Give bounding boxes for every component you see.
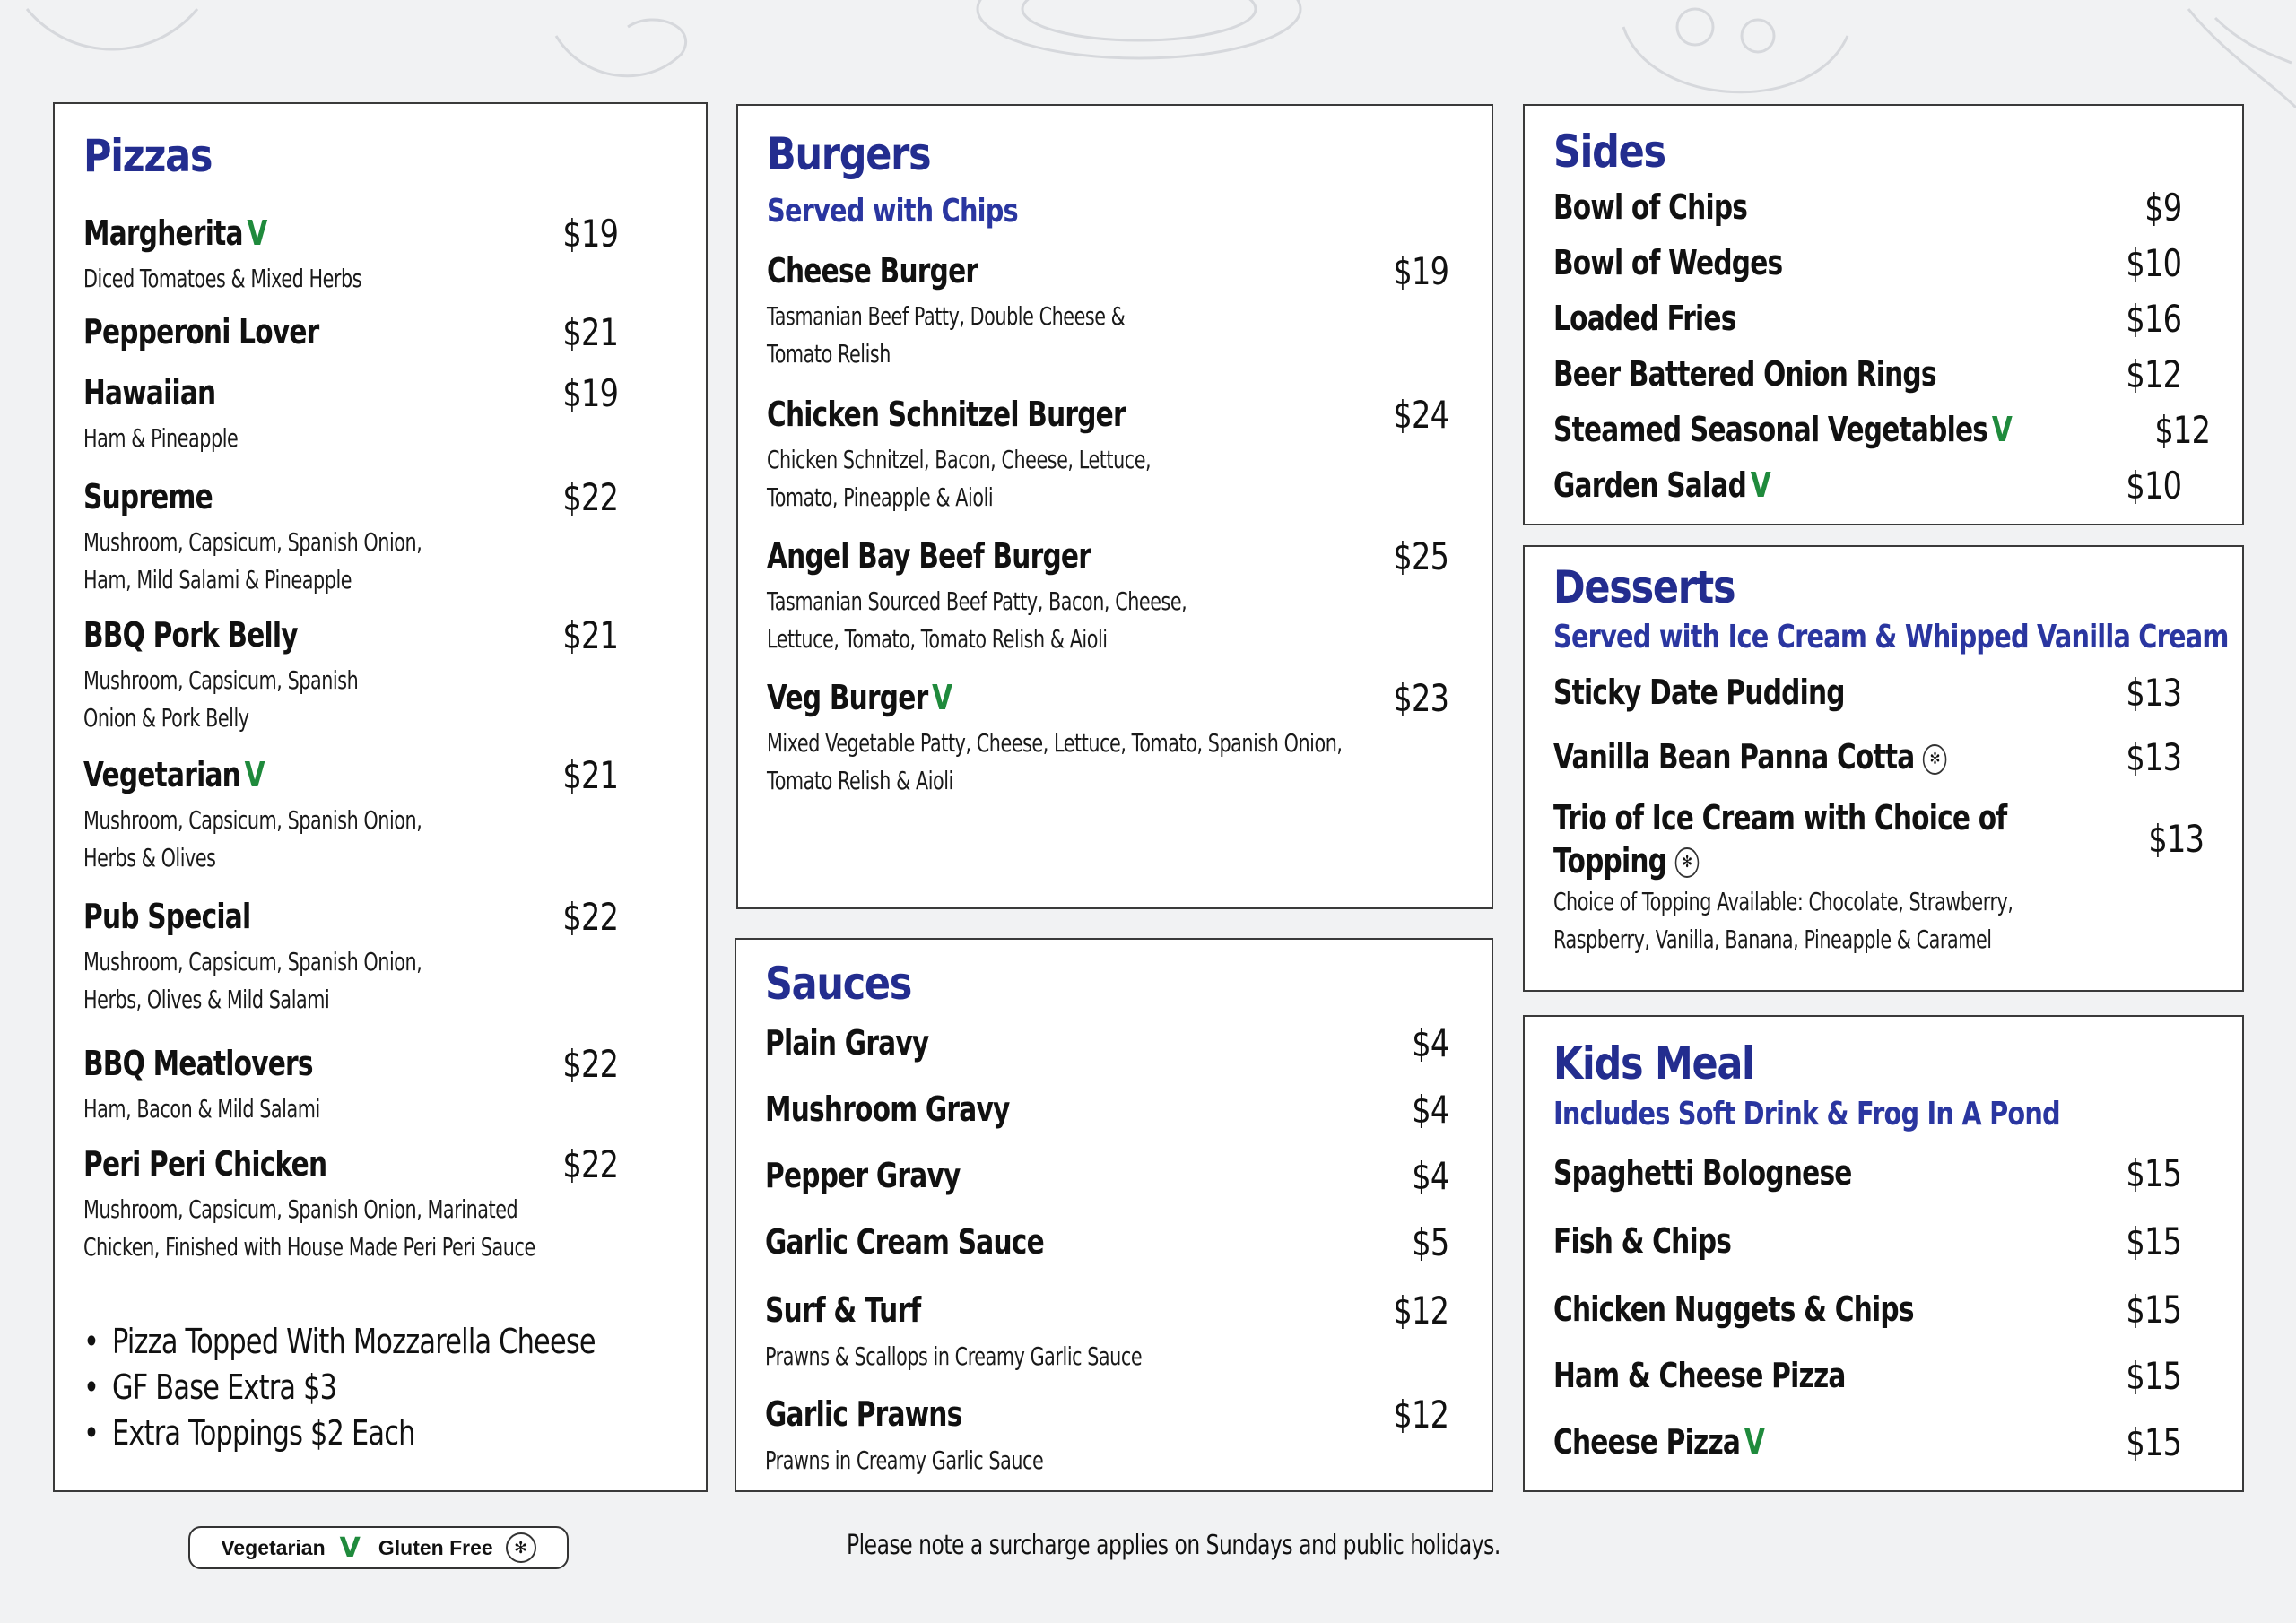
kids-meal-panel [1523,1015,2244,1492]
menu-item-name [767,678,952,717]
leaf-v-icon: V [1991,410,2013,449]
menu-item-row [1553,1144,2213,1202]
desserts-heading: Desserts [1553,561,1735,613]
desserts-subtitle: Served with Ice Cream & Whipped Vanilla Cream [1553,619,2229,655]
kids-menu-item [1553,1212,2213,1270]
menu-item-row [83,748,677,802]
menu-item-name-text: Surf & Turf [765,1290,921,1330]
menu-item-description: Onion & Pork Belly [83,703,249,733]
menu-item-name-text: Margherita [83,213,243,253]
menu-item-name [1553,410,2012,449]
menu-item-row [765,1081,1463,1137]
menu-item-row [1553,346,2213,402]
leaf-v-icon: V [932,678,952,717]
menu-item-name-text: Garden Salad [1553,465,1747,505]
menu-item-row [83,305,677,359]
menu-item-name [1553,354,1936,394]
kids-meal-subtitle: Includes Soft Drink & Frog In A Pond [1553,1096,2060,1133]
burgers-heading: Burgers [767,128,931,180]
pizzas-menu-item [83,366,677,457]
menu-item-name [1553,796,2007,882]
menu-item-name [765,1023,928,1063]
desserts-menu-item [1553,728,2213,785]
burgers-list [767,244,1463,800]
sides-list [1553,179,2213,513]
wheat-crossed-icon: ✻ [506,1532,536,1563]
sauces-menu-item [765,1015,1463,1071]
menu-item-price: $4 [1411,1020,1448,1065]
sides-menu-item [1553,402,2213,457]
menu-item-name-text: Ham & Cheese Pizza [1553,1356,1846,1395]
menu-item-name-text: Bowl of Chips [1553,187,1748,227]
sauces-panel [735,938,1493,1492]
menu-item-description: Ham & Pineapple [83,423,239,453]
kids-menu-item [1553,1413,2213,1471]
menu-item-description: Tomato Relish [767,339,891,369]
menu-item-price: $5 [1411,1219,1448,1264]
sides-menu-item [1553,291,2213,346]
menu-item-row [767,244,1463,298]
menu-item-row [1553,457,2213,513]
menu-item-description: Chicken, Finished with House Made Peri Peri Sauce [83,1232,535,1262]
menu-item-name [1553,1356,1846,1395]
menu-item-row [83,1137,677,1191]
menu-item-row [1553,664,2213,721]
menu-item-price: $15 [2126,1419,2181,1464]
burgers-panel [736,104,1493,909]
menu-item-description: Tasmanian Sourced Beef Patty, Bacon, Cheese, [767,586,1187,616]
menu-item-row [765,1148,1463,1203]
pizzas-menu-item [83,305,677,359]
menu-item-price: $24 [1393,392,1448,437]
menu-item-name-text: BBQ Meatlovers [83,1044,313,1083]
menu-item-name-text: Angel Bay Beef Burger [767,536,1091,576]
pizza-notes [83,1319,724,1456]
menu-item-name-text: Garlic Cream Sauce [765,1222,1044,1262]
pizza-note: • Pizza Topped With Mozzarella Cheese [83,1319,596,1365]
menu-item-price: $22 [562,1141,618,1186]
menu-item-name-text: Spaghetti Bolognese [1553,1153,1852,1193]
sauces-menu-item [765,1081,1463,1137]
menu-item-row [83,470,677,524]
menu-item-name [83,312,319,352]
pizzas-menu-item [83,1137,677,1266]
menu-item-description: Choice of Topping Available: Chocolate, Strawberry, [1553,887,2013,917]
burgers-menu-item [767,244,1463,373]
menu-item-description: Ham, Bacon & Mild Salami [83,1094,320,1124]
desserts-menu-item [1553,794,2213,959]
menu-item-price: $9 [2144,185,2181,230]
menu-item-price: $15 [2126,1287,2181,1332]
menu-item-row [765,1386,1463,1442]
menu-item-description: Ham, Mild Salami & Pineapple [83,565,352,595]
pizzas-menu-item [83,748,677,877]
menu-item-name [83,755,265,794]
menu-item-row [1553,728,2213,785]
menu-item-row [1553,1413,2213,1471]
menu-item-description: Tasmanian Beef Patty, Double Cheese & [767,301,1126,331]
leaf-v-icon: V [1750,465,1770,505]
leaf-v-icon: V [1744,1422,1764,1462]
dietary-legend [188,1526,569,1569]
menu-item-description: Mushroom, Capsicum, Spanish [83,665,359,695]
sides-menu-item [1553,346,2213,402]
menu-item-name [1553,1422,1764,1462]
menu-item-price: $13 [2126,670,2181,715]
menu-item-row [1553,1347,2213,1404]
menu-item-name [83,1044,313,1083]
menu-item-description: Raspberry, Vanilla, Banana, Pineapple & Caramel [1553,924,1992,955]
menu-item-description: Diced Tomatoes & Mixed Herbs [83,264,362,293]
menu-item-price: $10 [2126,463,2181,508]
menu-item-price: $13 [2126,734,2181,779]
sauces-menu-item [765,1282,1463,1376]
leaf-v-icon: V [339,1532,361,1564]
pizzas-menu-item [83,1037,677,1128]
menu-item-name-text: Plain Gravy [765,1023,929,1063]
menu-item-name-text: Veg Burger [767,678,928,717]
menu-item-price: $4 [1411,1153,1448,1198]
menu-item-name [1553,243,1782,282]
menu-item-price: $10 [2126,240,2181,285]
menu-item-row [1553,1280,2213,1338]
menu-item-name [765,1394,961,1434]
menu-item-row [1553,179,2213,235]
menu-item-description: Mushroom, Capsicum, Spanish Onion, [83,947,422,976]
menu-item-description: Mushroom, Capsicum, Spanish Onion, [83,527,422,557]
menu-item-name [1553,1221,1731,1261]
pizzas-heading: Pizzas [83,130,213,182]
menu-item-row [1553,402,2213,457]
menu-item-name-text: Mushroom Gravy [765,1089,1010,1129]
menu-item-name-text: Garlic Prawns [765,1394,962,1434]
menu-item-price: $15 [2126,1353,2181,1398]
menu-item-row [1553,1212,2213,1270]
desserts-menu-item [1553,664,2213,721]
sauces-menu-item [765,1386,1463,1480]
menu-item-name-text: Beer Battered Onion Rings [1553,354,1936,394]
sauces-menu-item [765,1148,1463,1203]
menu-item-name [765,1290,920,1330]
leaf-v-icon: V [244,755,265,794]
menu-item-name-text: Vegetarian [83,755,241,794]
menu-item-price: $21 [562,752,618,797]
menu-item-price: $22 [562,474,618,519]
pizzas-menu-item [83,470,677,599]
menu-item-price: $12 [2126,352,2181,396]
menu-item-name [1553,1289,1914,1329]
pizzas-menu-item [83,608,677,737]
menu-item-name-text: Loaded Fries [1553,299,1736,338]
menu-item-name-text: Hawaiian [83,373,216,412]
menu-item-row [1553,794,2213,883]
menu-item-name [83,373,215,412]
menu-item-price: $12 [2154,407,2211,452]
menu-item-name [83,615,298,655]
menu-item-row [1553,291,2213,346]
menu-item-description: Lettuce, Tomato, Tomato Relish & Aioli [767,624,1108,654]
kids-menu-item [1553,1144,2213,1202]
menu-item-name-text: Steamed Seasonal Vegetables [1553,410,1988,449]
menu-item-name [765,1222,1044,1262]
menu-item-row [767,529,1463,583]
desserts-panel [1523,545,2244,992]
menu-item-row [765,1015,1463,1071]
kids-menu-item [1553,1347,2213,1404]
menu-item-row [767,387,1463,441]
pizzas-panel [53,102,708,1492]
menu-item-name [83,897,250,936]
sides-menu-item [1553,179,2213,235]
menu-item-name [1553,737,1946,777]
menu-item-name [1553,465,1770,505]
menu-item-row [1553,235,2213,291]
menu-item-row [83,608,677,662]
sauces-menu-item [765,1214,1463,1270]
menu-item-description: Herbs, Olives & Mild Salami [83,985,330,1014]
menu-item-description: Prawns in Creamy Garlic Sauce [765,1445,1044,1475]
menu-item-price: $22 [562,894,618,939]
menu-item-description: Mixed Vegetable Patty, Cheese, Lettuce, Tomato, Spanish Onion, [767,728,1343,758]
menu-item-price: $12 [1393,1288,1448,1332]
menu-item-price: $23 [1393,675,1448,720]
menu-item-price: $19 [562,211,618,256]
wheat-crossed-icon: ✻ [1674,847,1699,878]
wheat-crossed-icon: ✻ [1923,744,1947,775]
sides-menu-item [1553,235,2213,291]
menu-item-name-text: Topping [1553,840,1667,881]
menu-item-price: $13 [2148,817,2205,862]
menu-item-name-text: Bowl of Wedges [1553,243,1783,282]
menu-item-name-text: Cheese Pizza [1553,1422,1741,1462]
menu-item-description: Mushroom, Capsicum, Spanish Onion, Marinated [83,1194,518,1224]
menu-item-price: $16 [2126,296,2181,341]
kids-menu-item [1553,1280,2213,1338]
burgers-subtitle: Served with Chips [767,193,1018,230]
menu-item-name [767,395,1126,434]
sauces-heading: Sauces [765,958,912,1010]
pizza-note: • GF Base Extra $3 [83,1365,596,1410]
menu-item-description: Prawns & Scallops in Creamy Garlic Sauce [765,1341,1143,1371]
menu-item-name-text: Pepperoni Lover [83,312,319,352]
kids-meal-heading: Kids Meal [1553,1037,1754,1089]
pizzas-menu-item [83,206,677,298]
menu-item-name-text: Fish & Chips [1553,1221,1732,1261]
menu-item-description: Mushroom, Capsicum, Spanish Onion, [83,805,422,835]
pizzas-menu-item [83,890,677,1019]
menu-item-name [765,1089,1010,1129]
menu-item-price: $25 [1393,534,1448,578]
menu-item-row [83,206,677,260]
sides-panel [1523,104,2244,525]
menu-item-row [767,671,1463,725]
menu-item-row [83,890,677,943]
menu-item-name-text: Cheese Burger [767,251,978,291]
menu-item-name-text: BBQ Pork Belly [83,615,298,655]
burgers-menu-item [767,387,1463,516]
menu-item-price: $19 [562,370,618,415]
menu-item-name-text: Vanilla Bean Panna Cotta [1553,737,1915,777]
sides-menu-item [1553,457,2213,513]
menu-item-description: Herbs & Olives [83,843,216,872]
burgers-menu-item [767,529,1463,658]
menu-item-name [765,1156,961,1195]
menu-item-name-text: Supreme [83,477,213,516]
surcharge-note: Please note a surcharge applies on Sundays and public holidays. [847,1530,1500,1561]
menu-item-name-text: Sticky Date Pudding [1553,673,1845,712]
menu-item-name [1553,673,1845,712]
pizza-note: • Extra Toppings $2 Each [83,1410,596,1456]
menu-item-description: Tomato, Pineapple & Aioli [767,482,994,512]
menu-item-name-text: Trio of Ice Cream with Choice of [1553,797,2007,838]
kids-meal-list [1553,1144,2213,1471]
menu-item-name [1553,299,1736,338]
menu-item-name [83,213,267,253]
menu-item-price: $22 [562,1041,618,1086]
leaf-v-icon: V [247,213,267,253]
menu-item-name [1553,187,1747,227]
legend-vegetarian-label: Vegetarian [221,1535,326,1559]
menu-item-name-text: Peri Peri Chicken [83,1144,327,1184]
menu-item-name [83,477,213,516]
legend-gluten-free-label: Gluten Free [378,1535,493,1559]
menu-item-name [767,536,1091,576]
menu-item-row [765,1282,1463,1338]
menu-item-price: $21 [562,309,618,354]
menu-item-name-text: Pepper Gravy [765,1156,961,1195]
menu-item-name-text: Chicken Schnitzel Burger [767,395,1126,434]
menu-item-row [765,1214,1463,1270]
menu-item-price: $4 [1411,1087,1448,1132]
menu-item-name [1553,1153,1852,1193]
menu-item-name [83,1144,326,1184]
menu-item-price: $19 [1393,248,1448,293]
menu-item-row [83,366,677,420]
burgers-menu-item [767,671,1463,800]
menu-item-price: $12 [1393,1392,1448,1436]
menu-item-price: $15 [2126,1150,2181,1195]
menu-item-description: Tomato Relish & Aioli [767,766,953,795]
pizzas-list [83,206,677,1266]
menu-item-price: $21 [562,612,618,657]
menu-item-price: $15 [2126,1219,2181,1263]
menu-item-description: Chicken Schnitzel, Bacon, Cheese, Lettuce, [767,445,1152,474]
sauces-list [765,1015,1463,1480]
menu-item-name-text: Pub Special [83,897,251,936]
menu-item-row [83,1037,677,1090]
sides-heading: Sides [1553,126,1665,178]
desserts-list [1553,664,2213,959]
menu-item-name-text: Chicken Nuggets & Chips [1553,1289,1914,1329]
menu-item-name [767,251,978,291]
